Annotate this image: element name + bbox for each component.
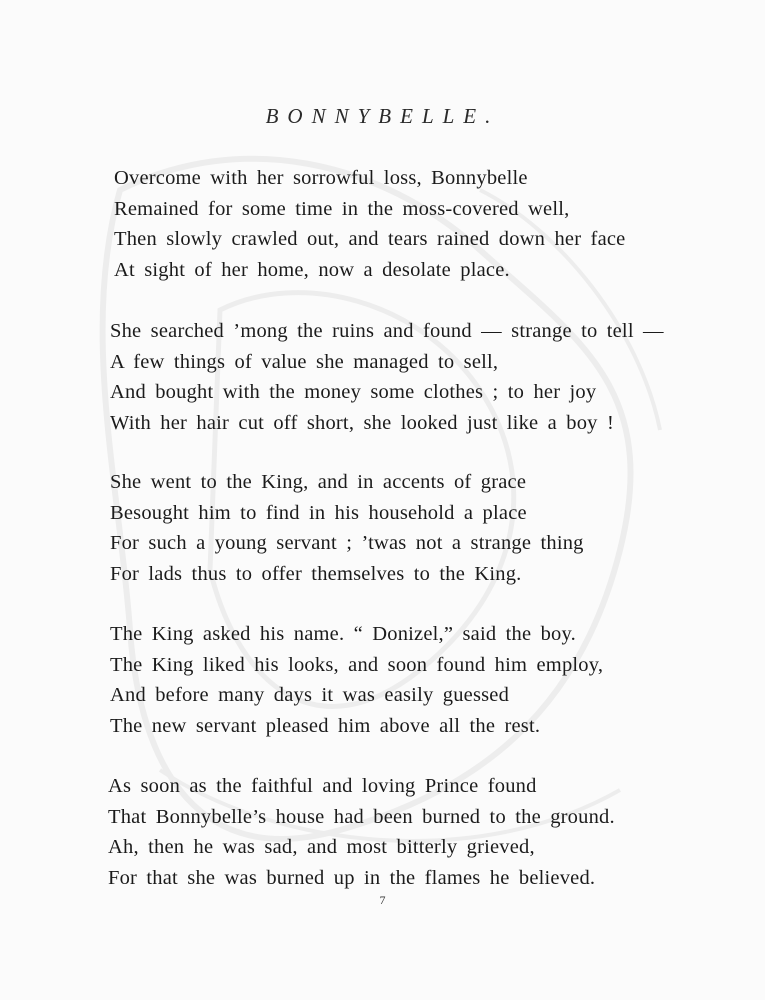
verse-line: And bought with the money some clothes ; to her joy xyxy=(110,381,597,403)
page-title: BONNYBELLE. xyxy=(265,104,500,128)
stanza-2 xyxy=(110,316,680,438)
verse-line: As soon as the faithful and loving Prince found xyxy=(108,775,537,797)
verse-line: And before many days it was easily guessed xyxy=(110,684,510,706)
verse-line: That Bonnybelle’s house had been burned to the ground. xyxy=(108,805,615,828)
stanza-1 xyxy=(114,163,684,285)
verse-line: The King asked his name. “ Donizel,” said the boy. xyxy=(110,623,576,645)
page-number: 7 xyxy=(379,893,386,907)
verse-line: She went to the King, and in accents of grace xyxy=(110,471,527,493)
verse-line: Ah, then he was sad, and most bitterly grieved, xyxy=(108,836,535,858)
verse-line: For such a young servant ; ’twas not a strange thing xyxy=(110,532,584,554)
verse-line: She searched ’mong the ruins and found — strange to tell — xyxy=(110,320,664,342)
verse-line: Then slowly crawled out, and tears rained down her face xyxy=(114,228,626,250)
verse-line: The King liked his looks, and soon found him employ, xyxy=(110,653,604,676)
verse-line: The new servant pleased him above all the rest. xyxy=(110,714,541,737)
verse-line: Besought him to find in his household a place xyxy=(110,501,527,524)
verse-line: For lads thus to offer themselves to the King. xyxy=(110,562,522,585)
verse-line: Overcome with her sorrowful loss, Bonnybelle xyxy=(114,167,528,189)
verse-line: At sight of her home, now a desolate place. xyxy=(114,258,510,281)
verse-line: With her hair cut off short, she looked just like a boy ! xyxy=(110,411,614,434)
stanza-5 xyxy=(108,771,678,893)
stanza-4 xyxy=(110,619,680,741)
verse-line: A few things of value she managed to sell, xyxy=(110,350,499,373)
stanza-3 xyxy=(110,467,680,589)
verse-line: For that she was burned up in the flames he believed. xyxy=(108,866,596,889)
verse-line: Remained for some time in the moss-covered well, xyxy=(114,197,570,220)
